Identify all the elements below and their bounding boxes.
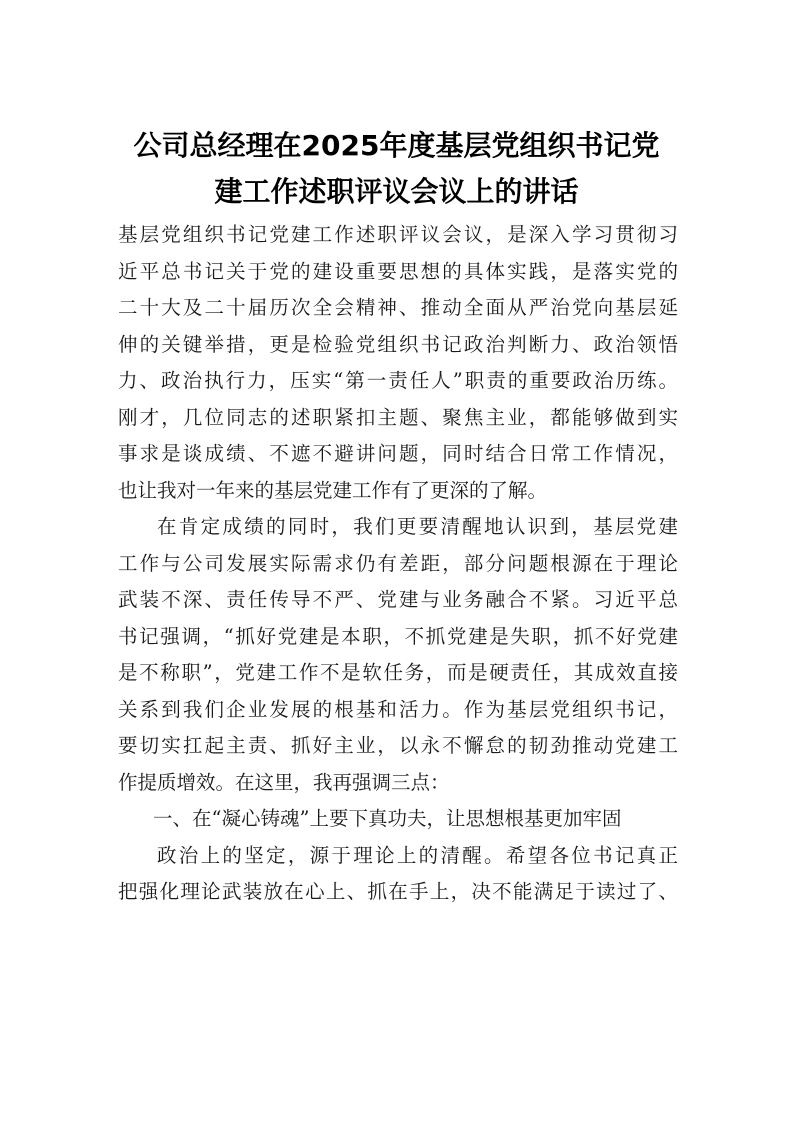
body-line-10: 工作与公司发展实际需求仍有差距，部分问题根源在于理论 [118,551,678,575]
document-title-line-1: 公司总经理在2025年度基层党组织书记党 [133,129,660,162]
body-line-12: 书记强调，“抓好党建是本职，不抓党建是失职，抓不好党建 [118,624,678,648]
body-line-14: 关系到我们企业发展的根基和活力。作为基层党组织书记， [118,697,678,721]
document-title-line-2: 建工作述职评议会议上的讲话 [214,175,579,208]
body-line-8: 也让我对一年来的基层党建工作有了更深的了解。 [118,478,548,502]
body-line-18: 政治上的坚定，源于理论上的清醒。希望各位书记真正 [157,843,678,867]
body-line-9: 在肯定成绩的同时，我们更要清醒地认识到，基层党建 [157,515,678,538]
body-line-16: 作提质增效。在这里，我再强调三点： [118,770,450,794]
body-line-3: 二十大及二十届历次全会精神、推动全面从严治党向基层延 [118,296,678,319]
document-body [118,217,678,911]
body-line-5: 力、政治执行力，压实“第一责任人”职责的重要政治历练。 [118,369,678,392]
body-line-1: 基层党组织书记党建工作述职评议会议，是深入学习贯彻习 [118,223,678,246]
section-heading-1: 一、在“凝心铸魂”上要下真功夫，让思想根基更加牢固 [153,807,622,830]
body-line-19: 把强化理论武装放在心上、抓在手上，决不能满足于读过了、 [118,880,678,903]
body-line-11: 武装不深、责任传导不严、党建与业务融合不紧。习近平总 [118,588,678,611]
body-line-4: 伸的关键举措，更是检验党组织书记政治判断力、政治领悟 [118,332,678,356]
body-line-7: 事求是谈成绩、不遮不避讲问题，同时结合日常工作情况， [118,442,678,465]
body-line-15: 要切实扛起主责、抓好主业，以永不懈怠的韧劲推动党建工 [118,734,678,757]
body-line-13: 是不称职”，党建工作不是软任务，而是硬责任，其成效直接 [118,661,678,684]
body-line-6: 刚才，几位同志的述职紧扣主题、聚焦主业，都能够做到实 [118,405,678,429]
body-line-2: 近平总书记关于党的建设重要思想的具体实践，是落实党的 [118,259,678,283]
